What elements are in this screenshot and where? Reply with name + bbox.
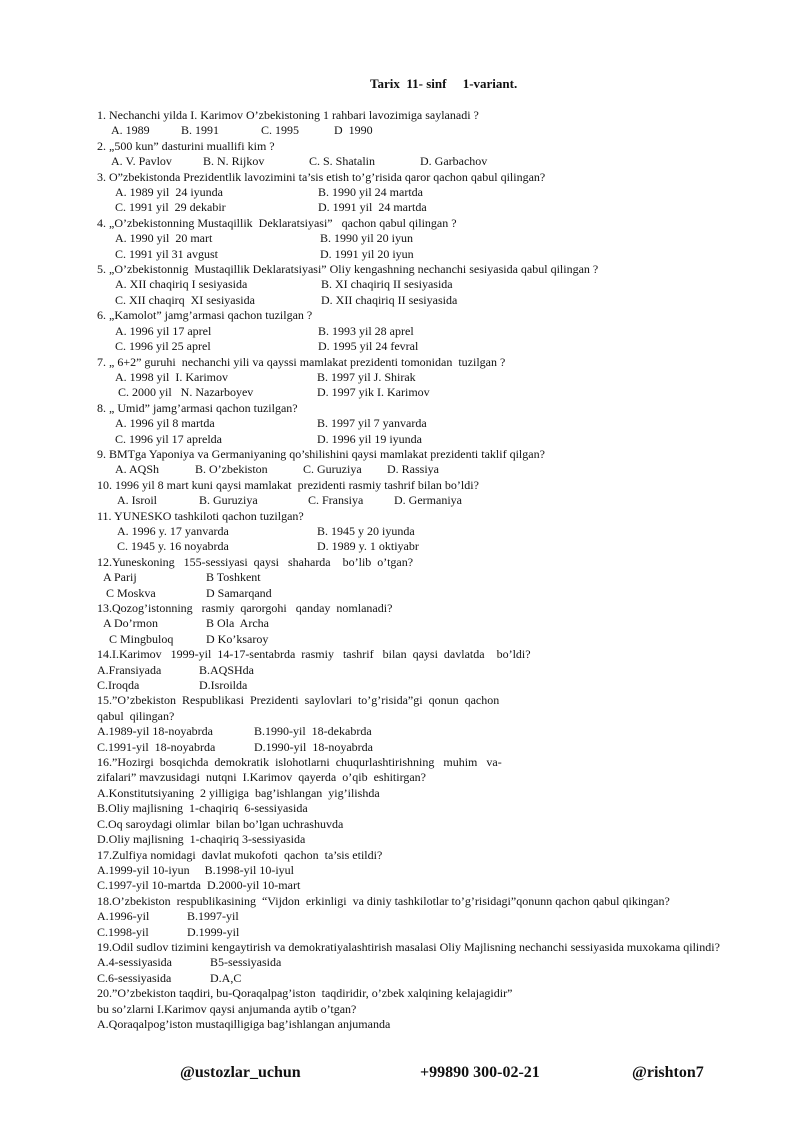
question-text: 6. „Kamolot” jamg’armasi qachon tuzilgan ? [97, 308, 313, 323]
answer-option: D. 1995 yil 24 fevral [318, 339, 419, 354]
question-text: 16.”Hozirgi bosqichda demokratik islohotlarni chuqurlashtirishning muhim va- [97, 755, 502, 770]
answer-row [97, 462, 767, 477]
answer-option: C.6-sessiyasida [97, 970, 172, 985]
answer-option: B.Oliy majlisning 1-chaqiriq 6-sessiyasida [97, 801, 308, 816]
answer-row [97, 539, 767, 554]
answer-option: A. 1989 [111, 123, 150, 138]
answer-row [97, 570, 767, 585]
answer-option: A. 1996 yil 8 martda [115, 416, 215, 431]
question-block [97, 940, 767, 986]
question-block [97, 555, 767, 601]
question-text: 14.I.Karimov 1999-yil 14-17-sentabrda rasmiy tashrif bilan qaysi davlatda bo’ldi? [97, 647, 531, 662]
answer-row [97, 678, 767, 693]
page-title: Tarix 11- sinf 1-variant. [370, 76, 518, 91]
question-text: 12.Yuneskoning 155-sessiyasi qaysi shaharda bo’lib o’tgan? [97, 554, 414, 569]
answer-option: A.Fransiyada [97, 662, 162, 677]
answer-row [97, 231, 767, 246]
answer-option: D. Rassiya [387, 462, 439, 477]
answer-option: D. 1997 yik I. Karimov [317, 385, 430, 400]
question-text-continued: bu so’zlarni I.Karimov qaysi anjumanda aytib o’tgan? [97, 1001, 357, 1016]
question-block [97, 308, 767, 354]
question-block [97, 478, 767, 509]
answer-option: D.1999-yil [187, 924, 240, 939]
question-text-continued: zifalari” mavzusidagi nutqni I.Karimov qayerda o’qib eshitirgan? [97, 770, 427, 785]
answer-option: A.1996-yil [97, 909, 150, 924]
question-block [97, 986, 767, 1032]
question-text: 8. „ Umid” jamg’armasi qachon tuzilgan? [97, 400, 298, 415]
answer-option: B Toshkent [206, 570, 261, 585]
answer-row [97, 493, 767, 508]
answer-row [97, 247, 767, 262]
answer-option: B. O’zbekiston [195, 462, 268, 477]
answer-option: A. V. Pavlov [111, 154, 172, 169]
answer-option: A. 1996 y. 17 yanvarda [117, 523, 229, 538]
answer-option: C. 1995 [261, 123, 300, 138]
answer-option: C Mingbuloq [103, 631, 174, 646]
answer-option: B. 1990 yil 20 iyun [320, 231, 414, 246]
question-text: 3. O”zbekistonda Prezidentlik lavozimini ta’sis etish to’g’risida qaror qachon qabul qilingan? [97, 169, 546, 184]
question-text: 2. „500 kun” dasturini muallifi kim ? [97, 138, 275, 153]
answer-row [97, 663, 767, 678]
question-text: 7. „ 6+2” guruhi nechanchi yili va qayssi mamlakat prezidenti tomonidan tuzilgan ? [97, 354, 506, 369]
answer-row [97, 524, 767, 539]
answer-row [97, 971, 767, 986]
question-block [97, 601, 767, 647]
answer-option: A. Isroil [117, 493, 157, 508]
answer-option: D.Isroilda [199, 678, 248, 693]
answer-option: D. 1991 yil 24 martda [318, 200, 427, 215]
answer-option: C. 1945 y. 16 noyabrda [117, 539, 229, 554]
answer-option: C. Fransiya [308, 493, 364, 508]
answer-option: A.4-sessiyasida [97, 955, 172, 970]
answer-option: B. N. Rijkov [203, 154, 265, 169]
answer-row [97, 123, 767, 138]
answer-option: D Samarqand [206, 585, 272, 600]
answer-row [97, 432, 767, 447]
answer-option: C.1997-yil 10-martda D.2000-yil 10-mart [97, 878, 301, 893]
question-text: 20.”O’zbekiston taqdiri, bu-Qoraqalpag’iston taqdiridir, o’zbek xalqining kelajagidir” [97, 986, 513, 1001]
answer-option: B. 1991 [181, 123, 220, 138]
question-block [97, 509, 767, 555]
answer-option: D. Garbachov [420, 154, 488, 169]
question-list [97, 108, 767, 1032]
question-block [97, 693, 767, 755]
answer-option: B Ola Archa [206, 616, 269, 631]
question-text: 11. YUNESKO tashkiloti qachon tuzilgan? [97, 508, 304, 523]
answer-option: A. AQSh [115, 462, 160, 477]
answer-option: B.1990-yil 18-dekabrda [254, 724, 372, 739]
question-block [97, 216, 767, 262]
answer-option: C. 1996 yil 25 aprel [115, 339, 211, 354]
answer-row [97, 339, 767, 354]
answer-row [97, 909, 767, 924]
answer-option: A.Qoraqalpog’iston mustaqilligiga bag’ishlangan anjumanda [97, 1016, 391, 1031]
footer-telegram-channel: @ustozlar_uchun [180, 1064, 301, 1081]
footer-handle: @rishton7 [632, 1064, 704, 1081]
answer-option: C. XII chaqirq XI sesiyasida [115, 292, 255, 307]
answer-row [97, 632, 767, 647]
answer-option: A. 1996 yil 17 aprel [115, 323, 212, 338]
answer-option: C. 1991 yil 31 avgust [115, 246, 219, 261]
answer-row [97, 293, 767, 308]
question-text: 18.O’zbekiston respublikasining “Vijdon erkinligi va diniy tashkilotlar to’g’risidagi”qonunn qachon qabul qikingan? [97, 893, 670, 908]
answer-row [97, 724, 767, 739]
answer-option: C. S. Shatalin [309, 154, 376, 169]
question-text-continued: qabul qilingan? [97, 708, 175, 723]
footer-phone: +99890 300-02-21 [420, 1064, 540, 1081]
answer-row [97, 185, 767, 200]
question-text: 15.”O’zbekiston Respublikasi Prezidenti saylovlari to’g’risida”gi qonun qachon [97, 693, 500, 708]
answer-row [97, 586, 767, 601]
question-block [97, 401, 767, 447]
answer-row [97, 324, 767, 339]
answer-option: B. 1993 yil 28 aprel [318, 323, 414, 338]
answer-row [97, 370, 767, 385]
answer-option: B. 1997 yil J. Shirak [317, 369, 416, 384]
question-block [97, 447, 767, 478]
answer-option: C.Oq saroydagi olimlar bilan bo’lgan uchrashuvda [97, 816, 344, 831]
answer-option: A.1999-yil 10-iyun B.1998-yil 10-iyul [97, 862, 294, 877]
question-block [97, 170, 767, 216]
answer-option: D.A,C [210, 970, 242, 985]
answer-option: C.1998-yil [97, 924, 149, 939]
answer-option: B5-sessiyasida [210, 955, 282, 970]
question-text: 13.Qozog’istonning rasmiy qarorgohi qanday nomlanadi? [97, 601, 393, 615]
answer-option: B. 1990 yil 24 martda [318, 185, 423, 200]
answer-row [97, 416, 767, 431]
answer-option: A. 1998 yil I. Karimov [115, 369, 228, 384]
answer-row [97, 200, 767, 215]
answer-option: C. 2000 yil N. Nazarboyev [115, 385, 254, 400]
question-block [97, 108, 767, 139]
answer-option: C. 1996 yil 17 aprelda [115, 431, 222, 446]
answer-option: A.1989-yil 18-noyabrda [97, 724, 213, 739]
question-text: 9. BMTga Yaponiya va Germaniyaning qo’shilishini qaysi mamlakat prezidenti taklif qilgan? [97, 446, 545, 461]
answer-option: A Parij [103, 570, 137, 585]
answer-option: C. Guruziya [303, 462, 362, 477]
answer-option: B. Guruziya [199, 493, 258, 508]
answer-option: C. 1991 yil 29 dekabir [115, 200, 226, 215]
question-block [97, 755, 767, 847]
answer-option: D. Germaniya [394, 493, 462, 508]
answer-option: A. 1989 yil 24 iyunda [115, 185, 223, 200]
question-block [97, 894, 767, 940]
answer-option: D.1990-yil 18-noyabrda [254, 739, 373, 754]
answer-option: C Moskva [103, 585, 156, 600]
answer-option: B.1997-yil [187, 909, 239, 924]
question-block [97, 647, 767, 693]
answer-option: C.Iroqda [97, 678, 140, 693]
answer-row [97, 955, 767, 970]
question-text: 5. „O’zbekistonnig Mustaqillik Deklaratsiyasi” Oliy kengashning nechanchi sesiyasida qabul qilingan ? [97, 262, 599, 277]
answer-option: D. 1996 yil 19 iyunda [317, 431, 422, 446]
answer-option: B. 1945 y 20 iyunda [317, 523, 415, 538]
answer-row [97, 740, 767, 755]
answer-row [97, 154, 767, 169]
question-block [97, 848, 767, 894]
answer-option: A. XII chaqiriq I sesiyasida [115, 277, 248, 292]
answer-option: D 1990 [334, 123, 373, 138]
answer-row [97, 616, 767, 631]
question-block [97, 262, 767, 308]
question-text: 10. 1996 yil 8 mart kuni qaysi mamlakat prezidenti rasmiy tashrif bilan bo’ldi? [97, 477, 479, 492]
question-text: 19.Odil sudlov tizimini kengaytirish va demokratiyalashtirish masalasi Oliy Majlisning nechanchi sessiyasida muxokama qilindi? [97, 939, 720, 954]
answer-row [97, 277, 767, 292]
question-text: 1. Nechanchi yilda I. Karimov O’zbekistoning 1 rahbari lavozimiga saylanadi ? [97, 108, 479, 122]
answer-option: A. 1990 yil 20 mart [115, 231, 213, 246]
answer-option: A.Konstitutsiyaning 2 yilligiga bag’ishlangan yig’ilishda [97, 785, 380, 800]
answer-option: D. 1989 y. 1 oktiyabr [317, 539, 419, 554]
question-block [97, 355, 767, 401]
answer-option: A Do’rmon [103, 616, 158, 631]
answer-option: C.1991-yil 18-noyabrda [97, 739, 216, 754]
question-text: 17.Zulfiya nomidagi davlat mukofoti qachon ta’sis etildi? [97, 847, 383, 862]
answer-option: D. 1991 yil 20 iyun [320, 246, 414, 261]
answer-option: D.Oliy majlisning 1-chaqiriq 3-sessiyasida [97, 832, 306, 847]
answer-option: D. XII chaqiriq II sesiyasida [321, 292, 458, 307]
answer-option: B. XI chaqiriq II sesiyasida [321, 277, 453, 292]
answer-option: B.AQSHda [199, 662, 255, 677]
answer-option: B. 1997 yil 7 yanvarda [317, 416, 427, 431]
answer-row [97, 385, 767, 400]
answer-option: D Ko’ksaroy [206, 631, 269, 646]
question-block [97, 139, 767, 170]
question-text: 4. „O’zbekistonning Mustaqillik Deklaratsiyasi” qachon qabul qilingan ? [97, 215, 457, 230]
answer-row [97, 925, 767, 940]
